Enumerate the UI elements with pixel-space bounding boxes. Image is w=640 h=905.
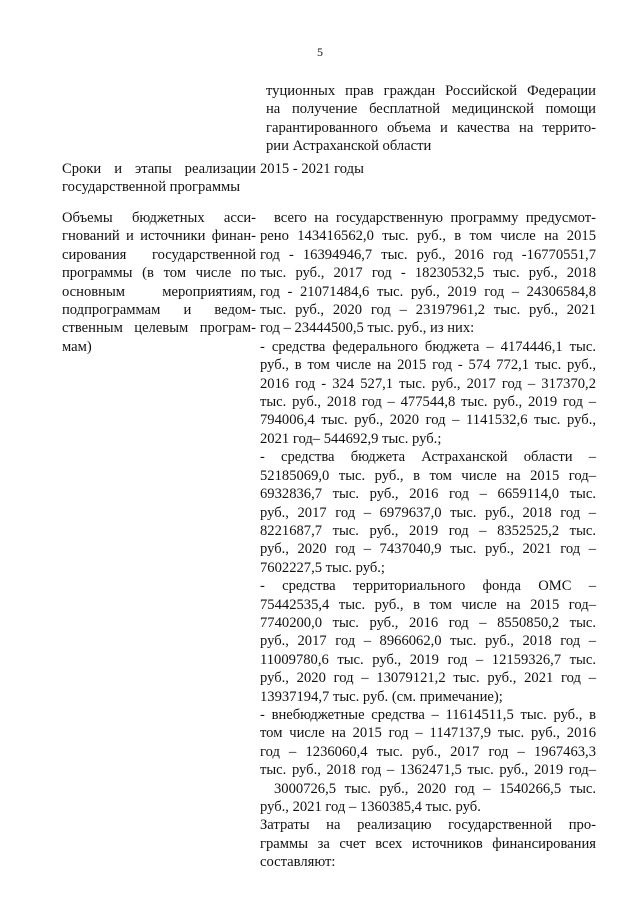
- value-line: 2016 год - 324 527,1 тыс. руб., 2017 год – 317370,2: [260, 375, 596, 392]
- continuation-text: [266, 82, 596, 156]
- value-line: всего на государственную программу предусмот-: [274, 210, 596, 226]
- text-line: рии Астраханской области: [266, 138, 432, 155]
- value-line: 52185069,0 тыс. руб., в том числе на 2015 год–: [260, 467, 596, 484]
- funding-value: [260, 209, 596, 872]
- page-number: 5: [317, 45, 323, 59]
- value-line: год – 23444500,5 тыс. руб., из них:: [260, 320, 475, 337]
- value-line: год - 16394946,7 тыс. руб., 2016 год -16770551,7: [260, 246, 596, 263]
- value-line: год - 21071484,6 тыс. руб., 2019 год – 24306584,8: [260, 283, 596, 300]
- value-line: 3000726,5 тыс. руб., 2020 год – 1540266,5 тыс.: [274, 780, 596, 797]
- value-line: руб., 2021 год – 1360385,4 тыс. руб.: [260, 799, 481, 815]
- value-line: - средства бюджета Астраханской области –: [260, 449, 596, 466]
- value-line: - средства федерального бюджета – 4174446,1 тыс.: [260, 338, 596, 355]
- value-line: 2015 - 2021 годы: [260, 161, 364, 177]
- label-line: Объемы бюджетных асси-: [62, 210, 256, 226]
- value-line: составляют:: [260, 854, 336, 871]
- value-line: 6932836,7 тыс. руб., 2016 год – 6659114,0 тыс.: [260, 486, 596, 503]
- value-line: том числе на 2015 год – 1147137,9 тыс. руб., 2016: [260, 725, 596, 742]
- value-line: - средства территориального фонда ОМС –: [260, 578, 596, 595]
- value-line: 2021 год– 544692,9 тыс. руб.;: [260, 430, 442, 447]
- text-line: на получение бесплатной медицинской помощи: [266, 101, 596, 118]
- value-line: 794006,4 тыс. руб., 2020 год – 1141532,6 тыс. руб.,: [260, 412, 596, 429]
- label-line: Сроки и этапы реализации: [62, 161, 256, 177]
- text-line: туционных прав граждан Российской Федерации: [266, 83, 596, 99]
- label-line: программы (в том числе по: [62, 265, 256, 282]
- value-line: Затраты на реализацию государственной про-: [260, 817, 596, 834]
- label-line: сирования государственной: [62, 246, 256, 263]
- value-line: тыс. руб., 2020 год – 23197961,2 тыс. руб., 2021: [260, 302, 596, 319]
- value-line: тыс. руб., 2018 год – 477544,8 тыс. руб., 2019 год –: [260, 394, 596, 411]
- value-line: 75442535,4 тыс. руб., в том числе на 2015 год–: [260, 596, 596, 613]
- funding-label: [62, 209, 256, 356]
- label-line: гнований и источники финан-: [62, 228, 256, 245]
- value-line: год – 1236060,4 тыс. руб., 2017 год – 1967463,3: [260, 743, 596, 760]
- label-line: мам): [62, 338, 92, 355]
- label-line: ственным целевым програм-: [62, 320, 256, 337]
- value-line: рено 143416562,0 тыс. руб., в том числе на 2015: [260, 228, 596, 245]
- label-line: основным мероприятиям,: [62, 283, 256, 300]
- value-line: руб., 2017 год – 6979637,0 тыс. руб., 2018 год –: [260, 504, 596, 521]
- value-line: руб., в том числе на 2015 год - 574 772,1 тыс. руб.,: [260, 357, 596, 374]
- text-line: гарантированного объема и качества на террито-: [266, 119, 596, 136]
- value-line: руб., 2017 год – 8966062,0 тыс. руб., 2018 год –: [260, 633, 596, 650]
- value-line: тыс. руб., 2018 год – 1362471,5 тыс. руб., 2019 год–: [260, 762, 596, 779]
- value-line: руб., 2020 год – 7437040,9 тыс. руб., 2021 год –: [260, 541, 596, 558]
- value-line: 8221687,7 тыс. руб., 2019 год – 8352525,2 тыс.: [260, 522, 596, 539]
- value-line: - внебюджетные средства – 11614511,5 тыс. руб., в: [260, 706, 596, 723]
- value-line: руб., 2020 год – 13079121,2 тыс. руб., 2021 год –: [260, 670, 596, 687]
- value-line: тыс. руб., 2017 год - 18230532,5 тыс. руб., 2018: [260, 265, 596, 282]
- period-value: [260, 160, 596, 178]
- value-line: 13937194,7 тыс. руб. (см. примечание);: [260, 688, 503, 705]
- value-line: 7602227,5 тыс. руб.;: [260, 559, 385, 576]
- value-line: 11009780,6 тыс. руб., 2019 год – 12159326,7 тыс.: [260, 651, 596, 668]
- value-line: 7740200,0 тыс. руб., 2016 год – 8550850,2 тыс.: [260, 614, 596, 631]
- period-label: [62, 160, 256, 197]
- label-line: государственной программы: [62, 179, 241, 196]
- label-line: подпрограммам и ведом-: [62, 302, 256, 319]
- value-line: граммы за счет всех источников финансирования: [260, 835, 596, 852]
